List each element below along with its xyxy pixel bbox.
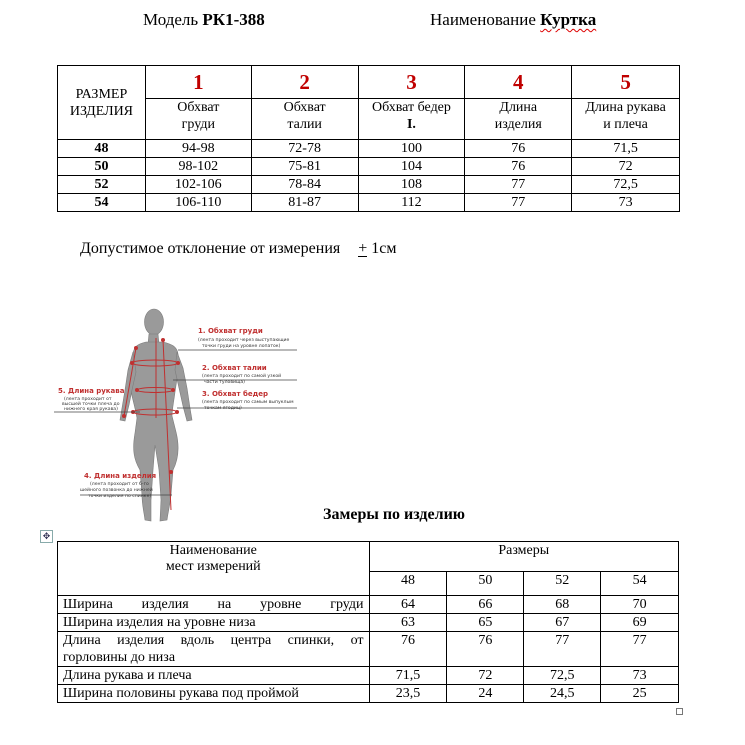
table-row [58,596,679,614]
table-cell: 72,5 [524,667,601,685]
product-name-label: Наименование [430,10,541,29]
row-label-line: Длина изделия вдоль центра спинки, от [63,633,364,648]
header-line: мест измерений [165,559,261,574]
table-cell: 72 [447,667,524,685]
table-cell: 68 [524,596,601,614]
table-cell: 98-102 [145,158,251,176]
table-cell: 76 [465,158,572,176]
measurements-title: Замеры по изделию [323,506,466,523]
product-measurements-table [57,541,679,703]
row-label: Ширина изделия на уровне груди [58,596,370,614]
plus-minus-sign [358,240,367,258]
table-cell: 73 [572,194,680,212]
product-name-line [430,10,596,30]
table-cell: 23,5 [369,685,447,703]
table-cell: 77 [465,176,572,194]
label-waist-title: 2. Обхват талии [202,364,267,372]
label-length-note: шейного позвонка до нижней [80,488,153,493]
table-cell: 63 [369,614,447,632]
table-cell: 78-84 [251,176,358,194]
model-label: Модель [143,10,203,29]
label-hips-note: точкам ягодиц) [204,406,242,411]
table-cell: 77 [601,632,679,667]
table-cell: 66 [447,596,524,614]
col-header-line: талии [287,117,322,132]
col-header-line: и плеча [603,117,648,132]
col-header-line: груди [181,117,215,132]
table-row [58,614,679,632]
table-cell: 69 [601,614,679,632]
name-column-header [58,542,370,596]
column-number: 1 [145,66,251,99]
table-cell: 24 [447,685,524,703]
label-length-title: 4. Длина изделия [84,472,157,480]
corner-line-1: РАЗМЕР [75,86,128,102]
column-header-chest [145,99,251,140]
size-column-header: 48 [369,572,447,596]
table-row [58,176,680,194]
table-row [58,667,679,685]
header-line: Наименование [169,543,257,558]
column-number: 3 [358,66,465,99]
size-label: 50 [58,158,146,176]
label-sleeve-note: высшей точки плеча до [62,402,120,407]
label-length-note: (лента проходит от 6-го [90,482,149,487]
label-sleeve-note: нижнего края рукава) [64,407,118,412]
table-cell: 71,5 [572,140,680,158]
col-header-line: I. [406,117,416,132]
table-cell: 72 [572,158,680,176]
table-move-handle-icon[interactable]: ✥ [40,530,53,543]
size-label: 48 [58,140,146,158]
model-line [143,10,265,30]
table-cell: 108 [358,176,465,194]
table-cell: 71,5 [369,667,447,685]
corner-line-2: ИЗДЕЛИЯ [69,103,134,119]
label-length-note: точки изделия по спинке) [88,494,152,499]
plus-sign: + [358,240,368,257]
column-number: 5 [572,66,680,99]
table-cell: 94-98 [145,140,251,158]
table-resize-handle[interactable] [676,708,683,715]
tolerance-note [80,240,397,258]
size-column-header: 54 [601,572,679,596]
column-header-sleeve [572,99,680,140]
table-cell: 100 [358,140,465,158]
row-label: Ширина изделия на уровне низа [58,614,370,632]
table-cell: 72-78 [251,140,358,158]
column-number: 4 [465,66,572,99]
row-label [58,632,370,667]
table-cell: 76 [447,632,524,667]
size-label: 52 [58,176,146,194]
table-cell: 67 [524,614,601,632]
label-chest-title: 1. Обхват груди [198,327,263,335]
row-label: Ширина половины рукава под проймой [58,685,370,703]
column-number: 2 [251,66,358,99]
product-name-value: Куртка [540,10,597,29]
row-label: Длина рукава и плеча [58,667,370,685]
tolerance-text: Допустимое отклонение от измерения [80,240,341,257]
table-cell: 64 [369,596,447,614]
tolerance-value: 1см [367,240,397,257]
table-row [58,158,680,176]
table-cell: 106-110 [145,194,251,212]
label-hips-title: 3. Обхват бедер [202,390,269,398]
label-chest-note: (лента проходит через выступающие [198,338,290,343]
col-header-line: Длина рукава [585,100,666,115]
table-row [58,140,680,158]
table-cell: 75-81 [251,158,358,176]
table-cell: 25 [601,685,679,703]
size-label: 54 [58,194,146,212]
table-cell: 73 [601,667,679,685]
col-header-line: Обхват [177,100,220,115]
label-waist-note: (лента проходит по самой узкой [202,374,282,379]
table-cell: 65 [447,614,524,632]
table-cell: 76 [369,632,447,667]
body-measurement-figure [50,300,310,535]
col-header-line: Обхват [283,100,326,115]
table-cell: 72,5 [572,176,680,194]
table-cell: 76 [465,140,572,158]
table-cell: 112 [358,194,465,212]
table-cell: 81-87 [251,194,358,212]
table-row [58,194,680,212]
label-sleeve-note: (лента проходит от [64,397,112,402]
column-header-hips [358,99,465,140]
table-cell: 102-106 [145,176,251,194]
row-label-line: горловины до низа [63,650,176,665]
label-waist-note: части туловища) [204,380,245,385]
column-header-length [465,99,572,140]
size-corner-header [58,66,146,140]
table-cell: 70 [601,596,679,614]
table-cell: 24,5 [524,685,601,703]
size-column-header: 50 [447,572,524,596]
table-cell: 104 [358,158,465,176]
size-chart-table [57,65,680,212]
label-hips-note: (лента проходит по самым выпуклым [202,400,294,405]
label-chest-note: точки груди на уровне лопаток) [202,344,281,349]
label-sleeve-title: 5. Длина рукава [58,387,125,395]
size-column-header: 52 [524,572,601,596]
col-header-line: изделия [494,117,542,132]
table-cell: 77 [465,194,572,212]
table-cell: 77 [524,632,601,667]
col-header-line: Обхват бедер [372,100,451,115]
sizes-header: Размеры [369,542,678,572]
model-value: РК1-388 [202,10,265,29]
col-header-line: Длина [499,100,538,115]
column-header-waist [251,99,358,140]
table-row [58,632,679,667]
table-row [58,685,679,703]
